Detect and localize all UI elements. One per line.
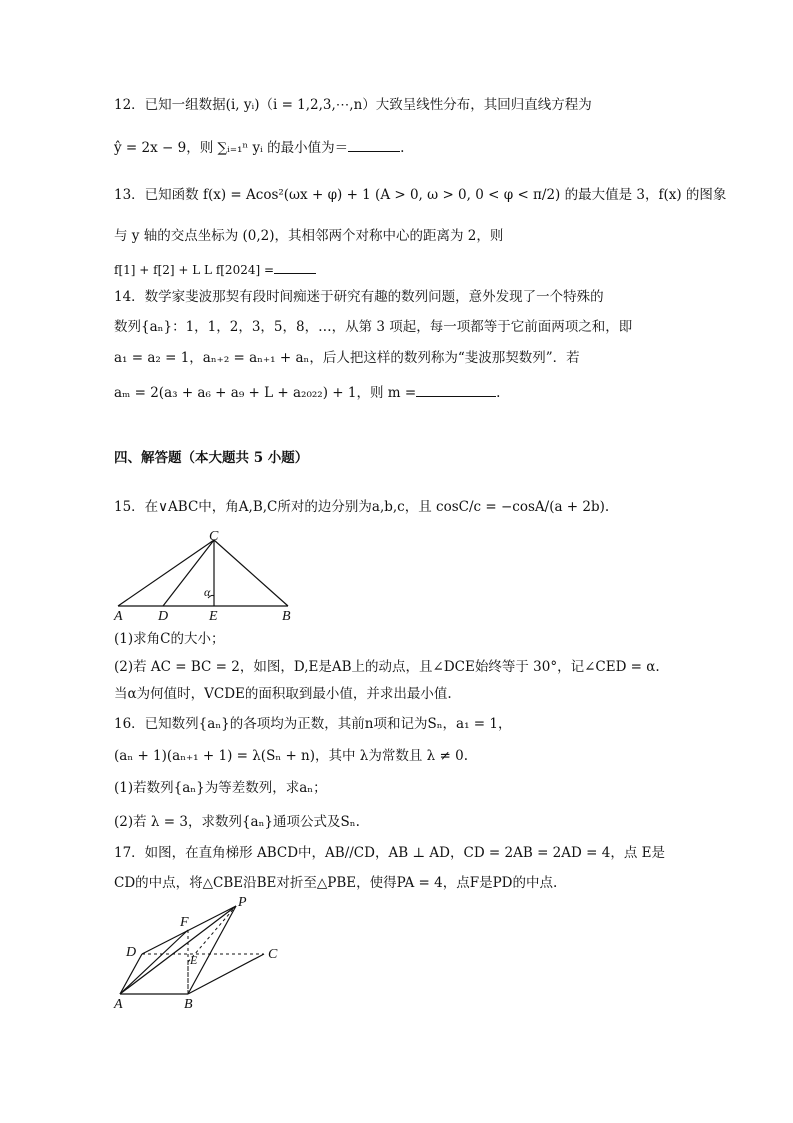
problem-17-line-1: 17．如图，在直角梯形 ABCD中，AB//CD，AB ⊥ AD，CD = 2AB = 2AD = 4，点 E是 (114, 845, 665, 861)
problem-16-line-1: 16．已知数列{aₙ}的各项均为正数，其前n项和记为Sₙ，a₁ = 1， (114, 716, 512, 732)
problem-15-part-2: (2)若 AC = BC = 2，如图，D,E是AB上的动点，且∠DCE始终等于 30°，记∠CED = α. (114, 659, 660, 675)
problem-14-line-2: 数列{aₙ}：1，1，2，3，5，8，…，从第 3 项起，每一项都等于它前面两项之和，即 (114, 319, 633, 335)
fig17-label-f: F (180, 915, 189, 930)
problem-15-part-2-cont: 当α为何值时，VCDE的面积取到最小值，并求出最小值. (114, 686, 452, 702)
problem-16-part-1: (1)若数列{aₙ}为等差数列，求aₙ； (114, 780, 327, 796)
problem-14-line-3: a₁ = a₂ = 1，aₙ₊₂ = aₙ₊₁ + aₙ，后人把这样的数列称为“斐波那契数列”．若 (114, 350, 580, 366)
fig15-label-b: B (282, 609, 291, 622)
answer-blank-14[interactable] (416, 382, 496, 397)
answer-blank-12[interactable] (348, 137, 400, 152)
fig15-label-alpha: α (204, 585, 211, 599)
fig17-label-e: E (190, 953, 198, 967)
fig15-label-e: E (209, 609, 218, 622)
fig15-label-d: D (158, 609, 169, 622)
problem-17-line-2: CD的中点，将△CBE沿BE对折至△PBE，使得PA = 4，点F是PD的中点. (114, 875, 558, 891)
problem-14-equation: aₘ = 2(a₃ + a₆ + a₉ + L + a₂₀₂₂) + 1，则 m = (114, 385, 417, 401)
section-heading: 四、解答题（本大题共 5 小题） (114, 450, 309, 466)
figure-15-triangle (108, 530, 308, 622)
problem-13-line-3 (114, 259, 316, 280)
problem-13-line-2: 与 y 轴的交点坐标为 (0,2)，其相邻两个对称中心的距离为 2，则 (114, 228, 504, 244)
problem-14-line-1: 14．数学家斐波那契有段时间痴迷于研究有趣的数列问题，意外发现了一个特殊的 (114, 289, 604, 305)
problem-12-line-2 (114, 137, 404, 158)
problem-14-tail: . (496, 385, 501, 401)
fig17-label-d: D (126, 945, 137, 960)
problem-14-line-4 (114, 382, 500, 403)
problem-12-text: ŷ = 2x − 9，则 ∑ᵢ₌₁ⁿ yᵢ 的最小值为＝ (114, 140, 349, 156)
problem-16-part-2: (2)若 λ = 3，求数列{aₙ}通项公式及Sₙ. (114, 814, 360, 830)
problem-13-sum: f[1] + f[2] + L L f[2024] = (114, 263, 275, 277)
fig17-label-c: C (268, 947, 278, 962)
problem-16-line-2: (aₙ + 1)(aₙ₊₁ + 1) = λ(Sₙ + n)，其中 λ为常数且 λ ≠ 0. (114, 748, 468, 764)
problem-12-tail: . (400, 140, 405, 156)
problem-13-line-1: 13．已知函数 f(x) = Acos²(ωx + φ) + 1 (A > 0, ω > 0, 0 < φ < π/2) 的最大值是 3，f(x) 的图象 (114, 187, 727, 203)
problem-12-line-1: 12．已知一组数据(i, yᵢ)（i = 1,2,3,⋯,n）大致呈线性分布，其回归直线方程为 (114, 97, 592, 113)
answer-blank-13[interactable] (274, 259, 316, 274)
problem-15-part-1: (1)求角C的大小； (114, 631, 225, 647)
fig15-label-c: C (209, 530, 219, 544)
figure-17-folded-trapezoid (108, 892, 298, 1012)
fig17-label-b: B (184, 997, 193, 1012)
fig17-label-a: A (114, 997, 123, 1012)
fig15-label-a: A (114, 609, 123, 622)
fig17-label-p: P (238, 895, 247, 910)
problem-15-line-1: 15．在∨ABC中，角A,B,C所对的边分别为a,b,c，且 cosC/c = −cosA/(a + 2b). (114, 499, 610, 515)
